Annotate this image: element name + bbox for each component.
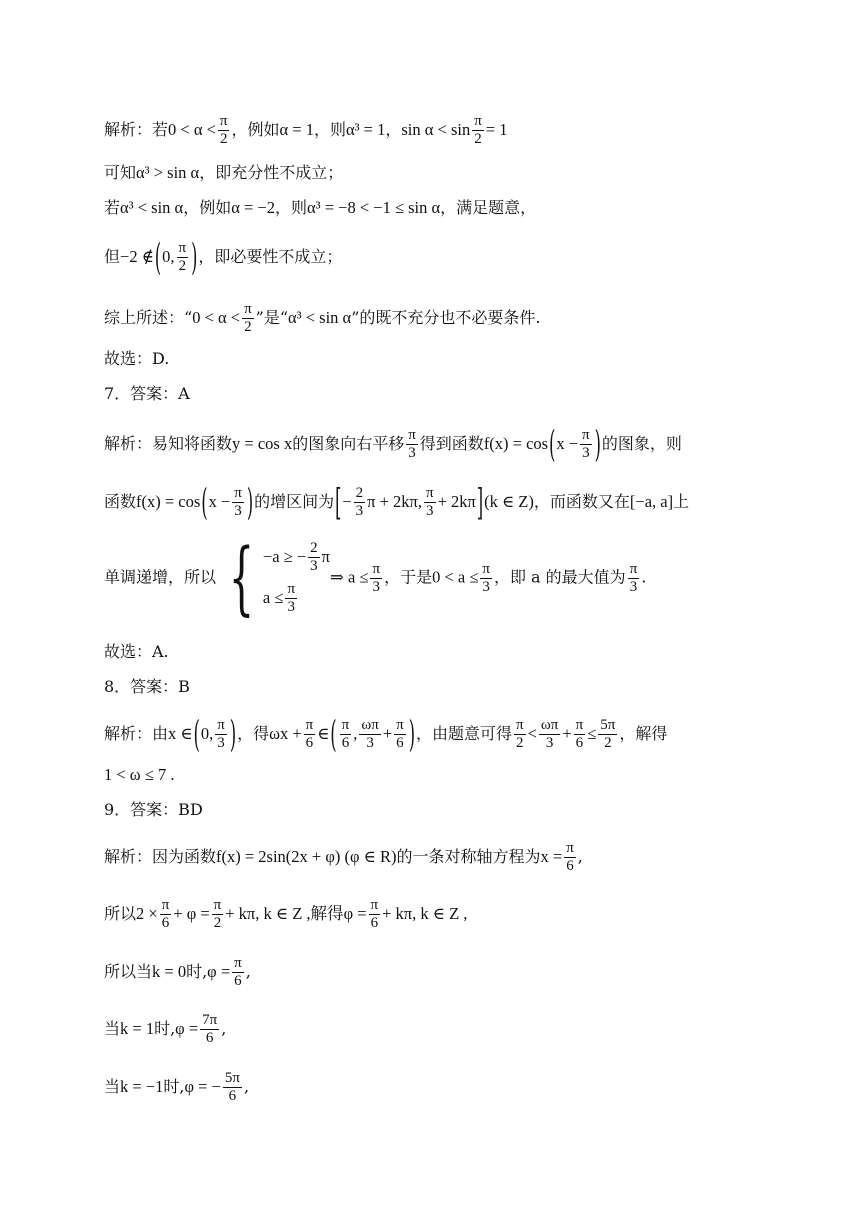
text: ，满足题意， [440, 198, 537, 217]
text: ”的既不充分也不必要条件. [351, 308, 541, 327]
solution-line-10: 单调递增，所以 { −a ≥ − $\frac{2}{3}$ π a ≤ $\frac{\pi}{3}$ ⇒ a ≤ $\frac{\pi}{3}$ ，于是0 < a ≤ $\frac{\pi}{3}$ ，即 a 的最大值为 $\frac{\pi}{3}$ . [104, 531, 647, 624]
solution-line-9: 函数f(x) = cos(x − $\frac{\pi}{3}$ )的增区间为[− $\frac{2}{3}$ π + 2kπ, $\frac{\pi}{3}$ + 2kπ](k ∈ Z)，而函数又在[−a, a]上 [104, 479, 690, 524]
solution-line-16: 解析：因为函数f(x) = 2sin(2x + φ) (φ ∈ R)的一条对称轴方程为x = $\frac{\pi}{6}$ , [104, 840, 583, 874]
math: α³ < sin α [288, 308, 352, 327]
text: 解析：若 [104, 120, 169, 139]
math: −2 ∉ [120, 247, 154, 266]
text: 若 [104, 198, 121, 217]
math: = 1 [485, 120, 508, 139]
fraction-pi-over-2: $\frac{\pi}{2}$ [474, 113, 482, 147]
solution-line-13: 解析：由x ∈(0, $\frac{\pi}{3}$ )，得ωx + $\frac{\pi}{6}$ ∈( $\frac{\pi}{6}$ , $\frac{\omega\pi}{3}$ + $\frac{\pi}{6}$ )，由题意可得 $\frac{\pi}{2}$ < $\frac{\omega\pi}{3}$ + $\frac{\pi}{6}$ ≤ $\frac{5\pi}{2}$ ，解得 [104, 711, 668, 756]
math: α³ = −8 < −1 ≤ sin α [307, 198, 441, 217]
text: ，即充分性不成立； [199, 163, 344, 182]
text: 综上所述：“ [104, 308, 193, 327]
fraction-pi-over-2: $\frac{\pi}{2}$ [178, 240, 187, 274]
system-of-inequalities: { −a ≥ − $\frac{2}{3}$ π a ≤ $\frac{\pi}{3}$ [228, 531, 331, 624]
fraction-pi-over-3: $\frac{\pi}{3}$ [582, 427, 590, 461]
solution-line-17: 所以2 × $\frac{\pi}{6}$ + φ = $\frac{\pi}{2}$ + kπ, k ∈ Z ,解得φ = $\frac{\pi}{6}$ + kπ, k ∈ Z , [104, 897, 468, 931]
math: 0 < α < [168, 120, 216, 139]
fraction-pi-over-2: $\frac{\pi}{2}$ [244, 301, 252, 335]
answer-select-7: 故选：A. [104, 642, 169, 661]
answer-select-6: 故选：D. [104, 349, 170, 368]
math: α = −2 [231, 198, 275, 217]
answer-heading-9: 9．答案：BD [104, 800, 203, 819]
text: ，例如 [231, 120, 280, 139]
solution-line-19: 当k = 1时,φ = $\frac{7\pi}{6}$ , [104, 1012, 227, 1046]
fraction-pi-over-3: $\frac{\pi}{3}$ [426, 485, 434, 519]
solution-line-5 [104, 301, 541, 336]
solution-line-4: 但−2 ∉(0, $\frac{\pi}{2}$ )，即必要性不成立； [104, 234, 343, 279]
solution-line-3 [104, 197, 536, 219]
text: ，则 [274, 198, 307, 217]
solution-line-14: 1 < ω ≤ 7 . [104, 765, 175, 784]
math: sin α < sin [401, 120, 471, 139]
math: α³ > sin α [136, 163, 200, 182]
answer-heading-8: 8．答案：B [104, 677, 190, 696]
solution-line-20: 当k = −1时,φ = − $\frac{5\pi}{6}$ , [104, 1070, 250, 1104]
fraction-pi-over-2: $\frac{\pi}{2}$ [219, 113, 228, 147]
solution-line-8: 解析：易知将函数y = cos x的图象向右平移 $\frac{\pi}{3}$ 得到函数f(x) = cos(x − $\frac{\pi}{3}$ )的图象，则 [104, 421, 682, 466]
answer-heading-7: 7．答案：A [104, 384, 190, 403]
fraction-pi-over-3: $\frac{\pi}{3}$ [234, 485, 242, 519]
fraction-2-over-3: $\frac{2}{3}$ [355, 485, 364, 519]
text: ，即必要性不成立； [198, 247, 343, 266]
text: ，则 [313, 120, 346, 139]
text: ，例如 [183, 198, 232, 217]
fraction-pi-over-3: $\frac{\pi}{3}$ [408, 427, 416, 461]
math: α³ < sin α [120, 198, 184, 217]
text: 可知 [104, 163, 137, 182]
solution-line-1 [104, 113, 508, 148]
math: α³ = 1 [345, 120, 386, 139]
solution-line-18: 所以当k = 0时,φ = $\frac{\pi}{6}$ , [104, 955, 251, 989]
text: ”是“ [255, 308, 289, 327]
math: α = 1 [279, 120, 314, 139]
text: ， [385, 120, 402, 139]
text: 但 [104, 247, 121, 266]
math: 0 < α < [192, 308, 241, 327]
solution-line-2 [104, 162, 343, 184]
